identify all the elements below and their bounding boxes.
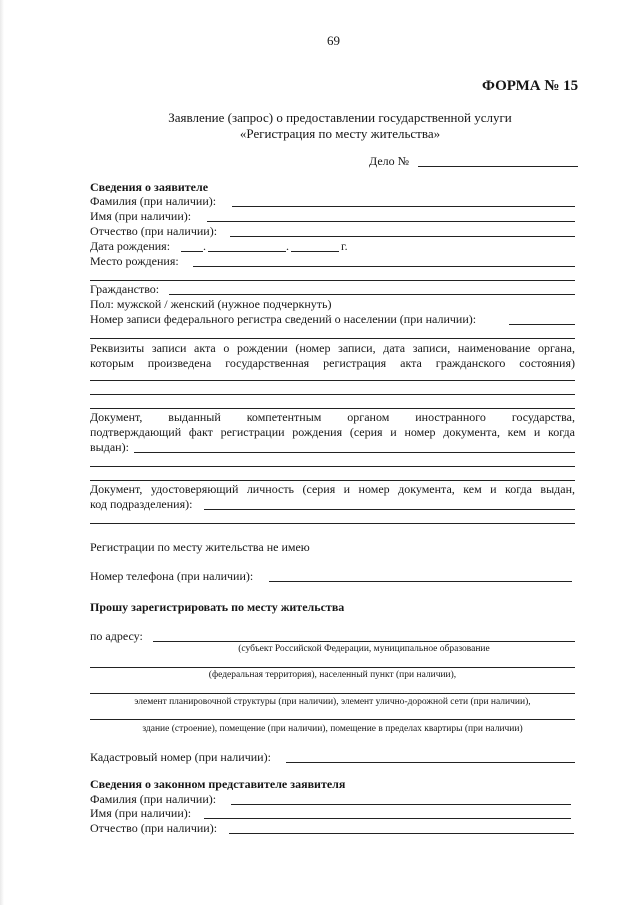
case-number-field[interactable] [418, 166, 578, 167]
representative-patronymic-field[interactable] [229, 833, 574, 834]
birth-year-field[interactable] [291, 251, 339, 252]
address-field-1[interactable] [153, 641, 575, 642]
foreign-doc-text-1: Документ, выданный компетентным органом иностранного государства, [90, 410, 575, 424]
applicant-surname-label: Фамилия (при наличии): [90, 194, 217, 208]
representative-name-field[interactable] [204, 818, 571, 819]
applicant-heading: Сведения о заявителе [90, 180, 209, 194]
address-hint-3: элемент планировочной структуры (при наличии), элемент улично-дорожной сети (при наличии), [134, 697, 531, 707]
identity-doc-field-2[interactable] [90, 523, 575, 524]
representative-heading: Сведения о законном представителе заявителя [90, 777, 346, 791]
address-field-4[interactable] [90, 719, 575, 720]
address-field-2[interactable] [90, 667, 575, 668]
foreign-doc-field-1[interactable] [134, 452, 575, 453]
address-field-3[interactable] [90, 693, 575, 694]
representative-surname-label: Фамилия (при наличии): [90, 792, 217, 806]
address-hint-2: (федеральная территория), населенный пункт (при наличии), [208, 670, 457, 680]
applicant-surname-field[interactable] [232, 206, 575, 207]
citizenship-label: Гражданство: [90, 282, 160, 296]
federal-register-field-2[interactable] [90, 338, 575, 339]
cadastral-field[interactable] [286, 762, 575, 763]
cadastral-label: Кадастровый номер (при наличии): [90, 750, 271, 764]
birth-place-field[interactable] [193, 266, 575, 267]
address-hint-4: здание (строение), помещение (при наличии), помещение в пределах квартиры (при наличии) [142, 724, 523, 734]
phone-label: Номер телефона (при наличии): [90, 569, 254, 583]
identity-doc-text-1: Документ, удостоверяющий личность (серия и номер документа, кем и когда выдан, [90, 482, 575, 496]
foreign-doc-text-3: выдан): [90, 440, 129, 454]
birth-act-text-2: которым произведена государственная регистрация акта гражданского состояния) [90, 356, 575, 370]
birth-date-separator: . [203, 239, 206, 253]
birth-place-label: Место рождения: [90, 254, 179, 268]
federal-register-field[interactable] [509, 324, 575, 325]
birth-act-field-3[interactable] [90, 408, 575, 409]
representative-name-label: Имя (при наличии): [90, 806, 192, 820]
birth-date-separator: . [286, 239, 289, 253]
applicant-patronymic-field[interactable] [230, 236, 575, 237]
applicant-name-field[interactable] [207, 221, 575, 222]
gender-label: Пол: мужской / женский (нужное подчеркнуть) [90, 297, 332, 311]
birth-date-label: Дата рождения: [90, 239, 171, 253]
applicant-name-label: Имя (при наличии): [90, 209, 192, 223]
scan-edge [0, 0, 4, 905]
foreign-doc-field-2[interactable] [90, 466, 575, 467]
address-label: по адресу: [90, 629, 143, 643]
birth-act-text-1: Реквизиты записи акта о рождении (номер записи, дата записи, наименование органа, [90, 341, 575, 355]
identity-doc-text-2: код подразделения): [90, 497, 193, 511]
federal-register-label: Номер записи федерального регистра сведений о населении (при наличии): [90, 312, 477, 326]
representative-patronymic-label: Отчество (при наличии): [90, 821, 218, 835]
form-title-line1: Заявление (запрос) о предоставлении государственной услуги [168, 110, 512, 125]
foreign-doc-field-3[interactable] [90, 480, 575, 481]
citizenship-field[interactable] [169, 294, 575, 295]
phone-field[interactable] [269, 581, 572, 582]
birth-act-field-1[interactable] [90, 380, 575, 381]
request-heading: Прошу зарегистрировать по месту жительства [90, 600, 345, 614]
foreign-doc-text-2: подтверждающий факт регистрации рождения (серия и номер документа, кем и когда [90, 425, 575, 439]
birth-act-field-2[interactable] [90, 394, 575, 395]
applicant-patronymic-label: Отчество (при наличии): [90, 224, 218, 238]
representative-surname-field[interactable] [231, 804, 571, 805]
page-number: 69 [327, 33, 340, 48]
address-hint-1: (субъект Российской Федерации, муниципальное образование [238, 644, 490, 654]
case-label: Дело № [369, 154, 410, 168]
birth-month-field[interactable] [208, 251, 286, 252]
birth-year-suffix: г. [341, 239, 348, 253]
identity-doc-field-1[interactable] [204, 509, 575, 510]
birth-day-field[interactable] [181, 251, 203, 252]
no-registration-text: Регистрации по месту жительства не имею [90, 540, 310, 554]
form-label: ФОРМА № 15 [482, 78, 579, 94]
form-title-line2: «Регистрация по месту жительства» [239, 126, 441, 141]
birth-place-field-2[interactable] [90, 280, 575, 281]
